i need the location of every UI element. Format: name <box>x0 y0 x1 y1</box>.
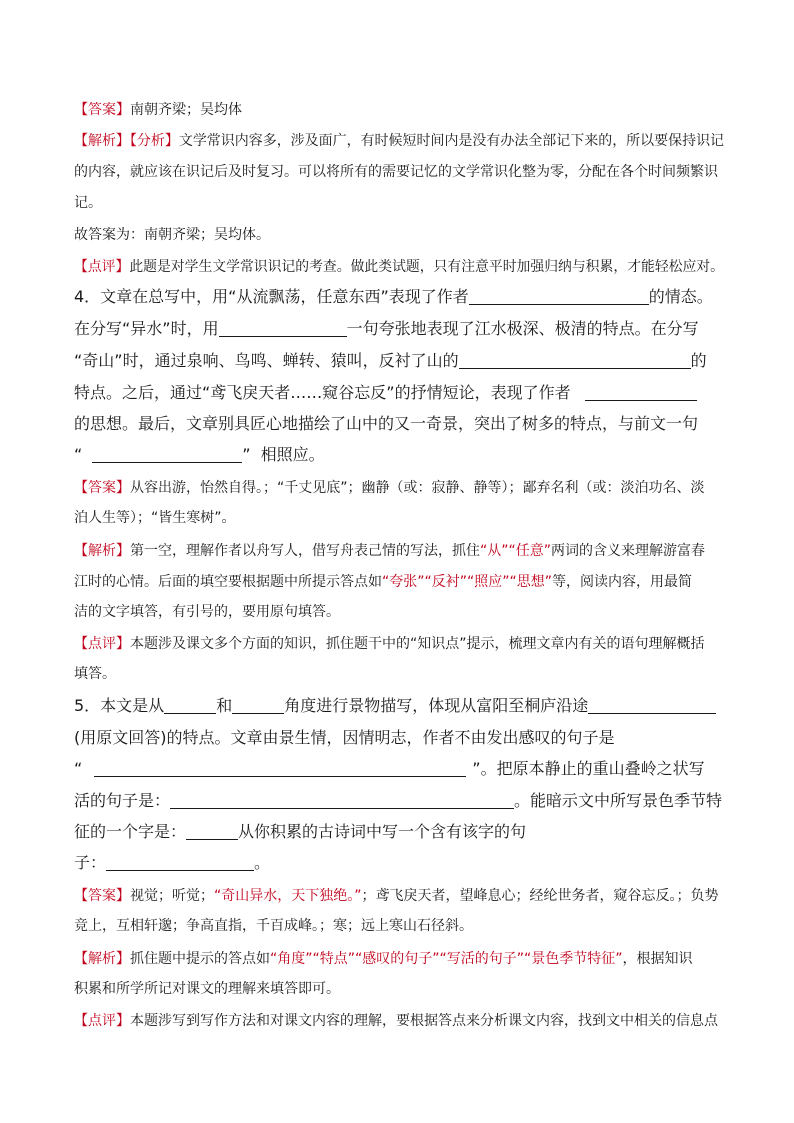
q4-analysis-line-2: 江时的心情。后面的填空要根据题中所提示答点如“夸张”“反衬”“照应”“思想”等，阅读内容，用最简 <box>74 574 693 590</box>
s3-analysis-line-2: 的内容，就应该在识记后及时复习。可以将所有的需要记忆的文学常识化整为零，分配在各个时间频繁识 <box>74 164 718 180</box>
q4-line-6: “ ” 相照应。 <box>74 445 325 464</box>
q4-line-5: 的思想。最后，文章别具匠心地描绘了山中的又一奇景，突出了树多的特点，与前文一句 <box>74 414 699 433</box>
q5-analysis-line-2: 积累和所学所记对课文的理解来填答即可。 <box>74 981 340 997</box>
analysis-tag: 【解析】 <box>74 133 130 149</box>
s3-analysis-line-1: 【解析】【分析】文学常识内容多，涉及面广，有时候短时间内是没有办法全部记下来的，所以要保持识记 <box>74 133 725 149</box>
q4-line-4: 特点。之后，通过“鸢飞戾天者……窥谷忘反”的抒情短论，表现了作者 <box>74 382 724 404</box>
analysis-tag: 【解析】 <box>74 951 130 967</box>
q5-line-4: 活的句子是： 。能暗示文中所写景色季节特 <box>74 791 723 810</box>
s3-answer: 【答案】南朝齐梁；吴均体 <box>74 102 242 118</box>
q4-line-2: 在分写“异水”时，用 一句夸张地表现了江水极深、极清的特点。在分写 <box>74 319 699 338</box>
s3-conclusion: 故答案为：南朝齐梁；吴均体。 <box>74 227 270 243</box>
q4-analysis-line-3: 洁的文字填答，有引号的，要用原句填答。 <box>74 604 340 620</box>
q5-line-1: 5．本文是从 和 角度进行景物描写，体现从富阳至桐庐沿途 <box>74 695 724 717</box>
q4-comment-line-2: 填答。 <box>74 666 116 682</box>
comment-tag: 【点评】 <box>74 259 130 275</box>
q4-analysis-line-1: 【解析】第一空，理解作者以舟写人，借写舟表己情的写法，抓住“从”“任意”两词的含义来理解游富春 <box>74 543 706 559</box>
q5-blank-4[interactable] <box>94 760 466 777</box>
q5-comment-line-1: 【点评】本题涉写到写作方法和对课文内容的理解，要根据答点来分析课文内容，找到文中相关的信息点 <box>74 1013 718 1029</box>
q5-line-6: 子： 。 <box>74 853 271 872</box>
q4-blank-2[interactable] <box>219 320 347 337</box>
comment-tag: 【点评】 <box>74 636 130 652</box>
q4-blank-1[interactable] <box>469 288 649 305</box>
q4-blank-4[interactable] <box>585 384 697 401</box>
analysis-tag: 【解析】 <box>74 543 130 559</box>
q4-blank-5[interactable] <box>92 446 242 463</box>
q4-line-1: 4．文章在总写中，用“从流飘荡，任意东西”表现了作者 的情态。 <box>74 287 713 306</box>
q4-line-3: “奇山”时，通过泉响、鸟鸣、蝉转、猿叫，反衬了山的 的 <box>74 351 707 370</box>
q5-analysis-line-1: 【解析】抓住题中提示的答点如“角度”“特点”“感叹的句子”“写活的句子”“景色季节特征”，根据知识 <box>74 951 693 967</box>
q4-answer-line-1: 【答案】从容出游，怡然自得。；“千丈见底”；幽静（或：寂静、静等）；鄙弃名利（或：淡泊功名、淡 <box>74 480 705 496</box>
q5-blank-7[interactable] <box>106 854 254 871</box>
q5-blank-3[interactable] <box>588 697 716 714</box>
q5-blank-2[interactable] <box>232 697 284 714</box>
q5-line-5: 征的一个字是： 从你积累的古诗词中写一个含有该字的句 <box>74 822 527 841</box>
q4-answer-line-2: 泊人生等）；“皆生寒树”。 <box>74 510 236 526</box>
answer-tag: 【答案】 <box>74 102 130 118</box>
s3-comment: 【点评】此题是对学生文学常识识记的考查。做此类试题，只有注意平时加强归纳与积累，才能轻松应对。 <box>74 259 724 275</box>
q5-blank-5[interactable] <box>170 792 514 809</box>
q5-line-3: “ ”。把原本静止的重山叠岭之状写 <box>74 759 705 778</box>
q4-blank-3[interactable] <box>459 352 691 369</box>
analysis-subtag: 【分析】 <box>129 133 179 149</box>
comment-tag: 【点评】 <box>74 1013 130 1029</box>
s3-analysis-line-3: 记。 <box>74 195 102 211</box>
answer-tag: 【答案】 <box>74 888 130 904</box>
q5-blank-6[interactable] <box>186 823 238 840</box>
q5-answer-line-1: 【答案】视觉；听觉；“奇山异水，天下独绝。”；鸢飞戾天者，望峰息心；经纶世务者，窥谷忘反。；负势 <box>74 888 719 904</box>
q5-blank-1[interactable] <box>164 697 216 714</box>
q5-line-2: (用原文回答)的特点。文章由景生情，因情明志，作者不由发出感叹的句子是 <box>74 728 615 747</box>
answer-tag: 【答案】 <box>74 480 130 496</box>
q4-comment-line-1: 【点评】本题涉及课文多个方面的知识，抓住题干中的“知识点”提示，梳理文章内有关的语句理解概括 <box>74 636 705 652</box>
q5-answer-line-2: 竞上，互相轩邈；争高直指，千百成峰。；寒；远上寒山石径斜。 <box>74 918 473 934</box>
